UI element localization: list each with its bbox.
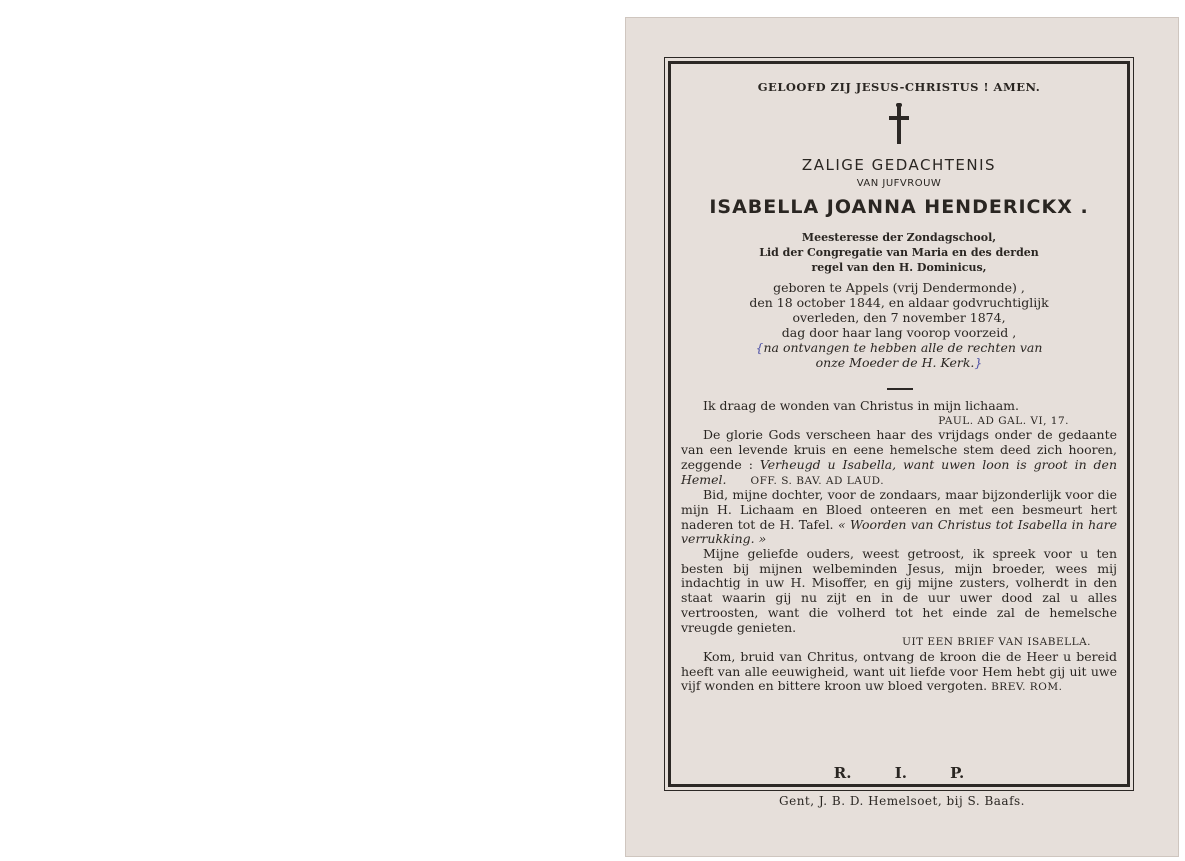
text-body [681,399,1117,695]
role-line: Meesteresse der Zondagschool, [801,231,997,244]
source-3: UIT EEN BRIEF VAN ISABELLA. [902,636,1091,649]
paragraph-4: Mijne geliefde ouders, weest getroost, ik spreek voor u ten besten bij mijnen welbeminden Jesus, mijn broeder, wees mij indachtig in uw H. Misoffer, en gij mijne zusters, volherdt in den staat waarin gij nu zijt en in de uur uwer dood zal u alles vertroosten, want die volherd tot het einde zal de hemelsche vreugde genieten. [681,546,1117,635]
source-2: OFF. S. BAV. AD LAUD. [750,474,885,487]
memorial-card [626,18,1178,856]
role-line: Lid der Congregatie van Maria en des derden [759,246,1039,259]
cross-icon [887,106,911,146]
role-line: regel van den H. Dominicus, [811,261,987,274]
rip-line: R. I. P. [833,764,965,782]
bio-line-italic: onze Moeder de H. Kerk.} [815,355,983,370]
bio-line: den 18 october 1844, en aldaar godvruchtiglijk [749,295,1049,310]
bio-line: geboren te Appels (vrij Dendermonde) , [773,280,1025,295]
memorial-title: ZALIGE GEDACHTENIS [801,156,997,174]
bio-line-italic: {na ontvangen te hebben alle de rechten van [755,340,1043,355]
bio-line: overleden, den 7 november 1874, [792,310,1006,325]
quote-1: Ik draag de wonden van Christus in mijn lichaam. [703,398,1019,413]
card-border-frame [668,61,1130,787]
roles-block [671,230,1127,275]
paragraph-3: Bid, mijne dochter, voor de zondaars, maar bijzonderlijk voor die mijn H. Lichaam en Bloed onteeren en met een besmeurt hert naderen tot de H. Tafel. « Woorden van Christus tot Isabella in hare verrukking. » [681,487,1117,547]
deceased-name: ISABELLA JOANNA HENDERICKX . [709,196,1089,218]
source-4: BREV. ROM. [991,681,1063,694]
card-header: GELOOFD ZIJ JESUS-CHRISTUS ! AMEN. [757,80,1041,94]
paragraph-5: Kom, bruid van Chritus, ontvang de kroon die de Heer u bereid heeft van alle eeuwigheid, want uit liefde voor Hem hebt gij uit uwe vijf wonden en bittere kroon uw bloed vergoten. BREV. ROM. [681,648,1117,694]
source-1: PAUL. AD GAL. VI, 17. [938,414,1069,427]
memorial-subtitle: VAN JUFVROUW [856,178,942,189]
pen-mark-left: { [755,340,764,355]
paragraph-2: De glorie Gods verscheen haar des vrijdags onder de gedaante van een levende kruis en eene hemelsche stem deed zich hooren, zeggende : Verheugd u Isabella, want uwen loon is groot in den Hemel. OFF. S. BAV. AD LAUD. [681,427,1117,487]
pen-mark-right: } [974,355,983,370]
bio-line: dag door haar lang voorop voorzeid , [781,325,1017,340]
separator-rule [887,388,913,390]
printer-imprint: Gent, J. B. D. Hemelsoet, bij S. Baafs. [779,794,1025,808]
biography-block [671,280,1127,370]
